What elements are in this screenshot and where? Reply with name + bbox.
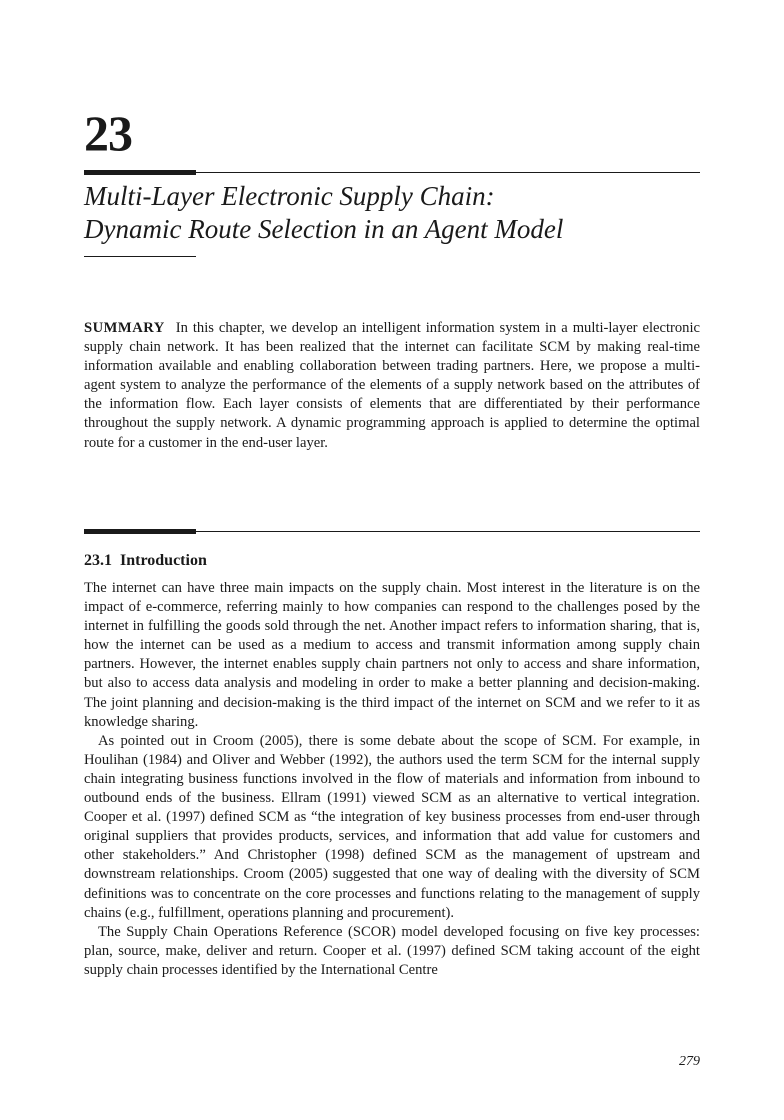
page-number: 279 [679,1054,700,1069]
section-body [84,579,700,980]
chapter-summary [84,319,700,453]
chapter-number: 23 [84,105,132,161]
chapter-title [84,180,704,246]
summary-text: In this chapter, we develop an intelligent information system in a multi-layer electronic supply chain network. It has been realized that the internet can facilitate SCM by making real-time information available and enabling collaboration between trading partners. Here, we propose a multi-agent system to analyze the performance of the elements of a supply network based on the attributes of the information flow. Each layer consists of elements that are differentiated by their performance throughout the supply network. A dynamic programming approach is applied to determine the optimal route for a customer in the end-user layer. [84,320,700,451]
section-heading [84,551,207,571]
section-title: Introduction [120,552,207,569]
body-paragraph: The Supply Chain Operations Reference (SCOR) model developed focusing on five key processes: plan, source, make, deliver and return. Cooper et al. (1997) defined SCM taking account of the eight supply chain processes identified by the International Centre [84,923,700,978]
section-rule [196,531,700,532]
chapter-title-underline [84,256,196,257]
body-paragraph: As pointed out in Croom (2005), there is some debate about the scope of SCM. For example, in Houlihan (1984) and Oliver and Webber (1992), the authors used the term SCM for the internal supply chain integrating business functions involved in the flow of materials and information from inbound to outbound ends of the business. Ellram (1991) viewed SCM as an alternative to vertical integration. Cooper et al. (1997) defined SCM as “the integration of key business processes from end-user through original suppliers that provides products, services, and information that add value for customers and other stakeholders.” And Christopher (1998) defined SCM as the management of upstream and downstream relationships. Croom (2005) suggested that one way of dealing with the diversity of SCM definitions was to concentrate on the core processes and functions relating to the management of supply chains (e.g., fulfillment, operations planning and procurement). [84,732,700,921]
summary-label: SUMMARY [84,320,165,336]
chapter-title-line-2: Dynamic Route Selection in an Agent Model [84,214,564,244]
body-paragraph: The internet can have three main impacts on the supply chain. Most interest in the literature is on the impact of e-commerce, referring mainly to how companies can respond to the challenges posed by the internet in fulfilling the goods sold through the net. Another impact refers to information sharing, that is, how the internet can be used as a medium to access and transmit information among supply chain partners. However, the internet enables supply chain partners not only to access and share information, but also to access data analysis and modeling in order to make a better planning and decision-making. The joint planning and decision-making is the third impact of the internet on SCM and we refer to it as knowledge sharing. [84,580,700,730]
section-number: 23.1 [84,552,112,569]
chapter-title-line-1: Multi-Layer Electronic Supply Chain: [84,181,495,211]
section-thick-bar [84,529,196,534]
chapter-header-thick-bar [84,170,196,175]
chapter-header-rule [196,172,700,173]
